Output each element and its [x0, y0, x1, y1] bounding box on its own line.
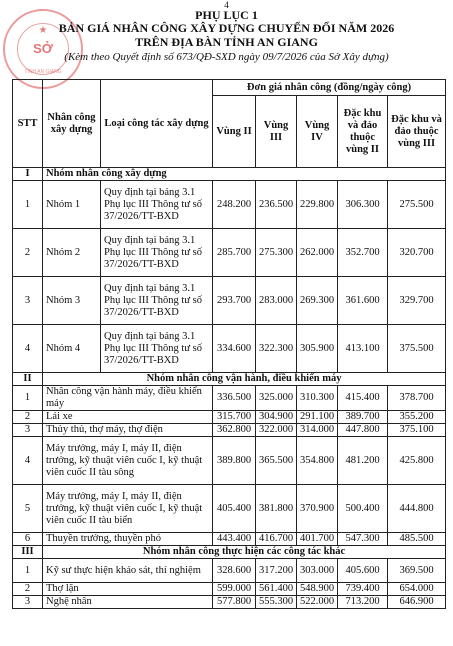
price-cell: 485.500 [388, 533, 446, 546]
price-cell: 425.800 [388, 437, 446, 485]
price-cell: 315.700 [213, 411, 256, 424]
labor-price-table [12, 79, 446, 609]
price-cell: 304.900 [256, 411, 297, 424]
price-cell: 577.800 [213, 596, 256, 609]
seal-star-icon: ★ [38, 25, 48, 36]
price-cell: 401.700 [297, 533, 338, 546]
price-cell: 285.700 [213, 229, 256, 277]
row-work-type: Quy định tại bảng 3.1 Phụ lục III Thông tư số 37/2026/TT-BXD [101, 229, 213, 277]
row-group-name: Nhóm 2 [43, 229, 101, 277]
price-cell: 293.700 [213, 277, 256, 325]
header-region: Vùng III [256, 96, 297, 168]
price-cell: 283.000 [256, 277, 297, 325]
price-cell: 561.400 [256, 583, 297, 596]
table-row [13, 424, 446, 437]
row-stt: 2 [13, 229, 43, 277]
row-stt: 5 [13, 485, 43, 533]
header-region: Đặc khu và đảo thuộc vùng III [388, 96, 446, 168]
price-cell: 370.900 [297, 485, 338, 533]
header-stt: STT [13, 80, 43, 168]
price-cell: 355.200 [388, 411, 446, 424]
price-cell: 375.500 [388, 325, 446, 373]
price-cell: 547.300 [338, 533, 388, 546]
price-cell: 654.000 [388, 583, 446, 596]
table-row [13, 485, 446, 533]
page-number: 4 [224, 0, 229, 10]
header-work-type: Loại công tác xây dựng [101, 80, 213, 168]
row-group-name: Nghệ nhân [43, 596, 213, 609]
section-title: Nhóm nhân công vận hành, điều khiển máy [43, 373, 446, 386]
price-cell: 389.700 [338, 411, 388, 424]
row-work-type: Quy định tại bảng 3.1 Phụ lục III Thông tư số 37/2026/TT-BXD [101, 325, 213, 373]
price-cell: 275.300 [256, 229, 297, 277]
price-cell: 328.600 [213, 559, 256, 583]
row-group-name: Nhân công vận hành máy, điều khiển máy [43, 386, 213, 411]
price-cell: 314.000 [297, 424, 338, 437]
price-cell: 320.700 [388, 229, 446, 277]
price-cell: 444.800 [388, 485, 446, 533]
row-group-name: Thuyền trưởng, thuyền phó [43, 533, 213, 546]
table-row [13, 437, 446, 485]
decision-reference: (Kèm theo Quyết định số 673/QĐ-SXD ngày 09/7/2026 của Sở Xây dựng) [64, 51, 389, 63]
row-group-name: Nhóm 1 [43, 181, 101, 229]
row-stt: 4 [13, 325, 43, 373]
table-row [13, 559, 446, 583]
table-row [13, 533, 446, 546]
price-cell: 229.800 [297, 181, 338, 229]
price-cell: 317.200 [256, 559, 297, 583]
price-cell: 236.500 [256, 181, 297, 229]
price-cell: 375.100 [388, 424, 446, 437]
price-cell: 248.200 [213, 181, 256, 229]
price-cell: 443.400 [213, 533, 256, 546]
row-group-name: Thợ lặn [43, 583, 213, 596]
document-subtitle: TRÊN ĐỊA BÀN TỈNH AN GIANG [135, 35, 318, 49]
price-cell: 291.100 [297, 411, 338, 424]
price-cell: 361.600 [338, 277, 388, 325]
price-cell: 646.900 [388, 596, 446, 609]
header-unit-price: Đơn giá nhân công (đồng/ngày công) [213, 80, 446, 96]
header-region: Đặc khu và đảo thuộc vùng II [338, 96, 388, 168]
header-region: Vùng IV [297, 96, 338, 168]
table-row [13, 386, 446, 411]
section-header-row [13, 546, 446, 559]
price-cell: 378.700 [388, 386, 446, 411]
row-stt: 3 [13, 596, 43, 609]
price-cell: 362.800 [213, 424, 256, 437]
row-group-name: Nhóm 3 [43, 277, 101, 325]
price-cell: 262.000 [297, 229, 338, 277]
price-cell: 306.300 [338, 181, 388, 229]
section-header-row [13, 373, 446, 386]
table-row [13, 411, 446, 424]
table-row [13, 277, 446, 325]
section-header-row [13, 168, 446, 181]
price-cell: 303.000 [297, 559, 338, 583]
price-cell: 405.600 [338, 559, 388, 583]
price-cell: 389.800 [213, 437, 256, 485]
price-cell: 739.400 [338, 583, 388, 596]
appendix-title: PHỤ LỤC 1 [195, 8, 258, 22]
row-stt: 3 [13, 424, 43, 437]
price-cell: 365.500 [256, 437, 297, 485]
price-cell: 352.700 [338, 229, 388, 277]
section-roman-numeral: II [13, 373, 43, 386]
section-title: Nhóm nhân công xây dựng [43, 168, 446, 181]
section-title: Nhóm nhân công thực hiện các công tác khác [43, 546, 446, 559]
seal-ring-text: TỈNH AN GIANG [24, 69, 62, 75]
header-region: Vùng II [213, 96, 256, 168]
price-cell: 500.400 [338, 485, 388, 533]
price-cell: 555.300 [256, 596, 297, 609]
price-cell: 325.000 [256, 386, 297, 411]
price-cell: 522.000 [297, 596, 338, 609]
row-stt: 1 [13, 559, 43, 583]
price-cell: 269.300 [297, 277, 338, 325]
price-cell: 416.700 [256, 533, 297, 546]
row-work-type: Quy định tại bảng 3.1 Phụ lục III Thông tư số 37/2026/TT-BXD [101, 181, 213, 229]
table-row [13, 181, 446, 229]
row-group-name: Lái xe [43, 411, 213, 424]
price-cell: 415.400 [338, 386, 388, 411]
row-stt: 3 [13, 277, 43, 325]
price-cell: 405.400 [213, 485, 256, 533]
price-cell: 336.500 [213, 386, 256, 411]
row-stt: 1 [13, 181, 43, 229]
document-title: BẢN GIÁ NHÂN CÔNG XÂY DỰNG CHUYỂN ĐỔI NĂM 2026 [58, 21, 395, 35]
table-row [13, 596, 446, 609]
section-roman-numeral: I [13, 168, 43, 181]
row-group-name: Nhóm 4 [43, 325, 101, 373]
price-cell: 275.500 [388, 181, 446, 229]
price-cell: 548.900 [297, 583, 338, 596]
price-cell: 369.500 [388, 559, 446, 583]
price-cell: 322.300 [256, 325, 297, 373]
price-cell: 354.800 [297, 437, 338, 485]
price-cell: 334.600 [213, 325, 256, 373]
header-group: Nhân công xây dựng [43, 80, 101, 168]
table-row [13, 583, 446, 596]
row-stt: 4 [13, 437, 43, 485]
price-cell: 481.200 [338, 437, 388, 485]
row-group-name: Thủy thủ, thợ máy, thợ điện [43, 424, 213, 437]
price-cell: 447.800 [338, 424, 388, 437]
row-work-type: Quy định tại bảng 3.1 Phụ lục III Thông tư số 37/2026/TT-BXD [101, 277, 213, 325]
price-cell: 599.000 [213, 583, 256, 596]
table-row [13, 229, 446, 277]
price-cell: 305.900 [297, 325, 338, 373]
row-group-name: Máy trưởng, máy I, máy II, điện trưởng, kỹ thuật viên cuốc I, kỹ thuật viên cuốc II tàu biển [43, 485, 213, 533]
row-group-name: Kỹ sư thực hiện khảo sát, thí nghiệm [43, 559, 213, 583]
price-cell: 713.200 [338, 596, 388, 609]
row-stt: 2 [13, 411, 43, 424]
price-cell: 413.100 [338, 325, 388, 373]
section-roman-numeral: III [13, 546, 43, 559]
row-stt: 6 [13, 533, 43, 546]
row-stt: 1 [13, 386, 43, 411]
price-cell: 381.800 [256, 485, 297, 533]
table-row [13, 325, 446, 373]
seal-center-text: SỞ [33, 41, 53, 56]
row-group-name: Máy trưởng, máy I, máy II, điện trưởng, kỹ thuật viên cuốc I, kỹ thuật viên cuốc II tàu sông [43, 437, 213, 485]
price-cell: 322.000 [256, 424, 297, 437]
price-cell: 310.300 [297, 386, 338, 411]
row-stt: 2 [13, 583, 43, 596]
price-cell: 329.700 [388, 277, 446, 325]
